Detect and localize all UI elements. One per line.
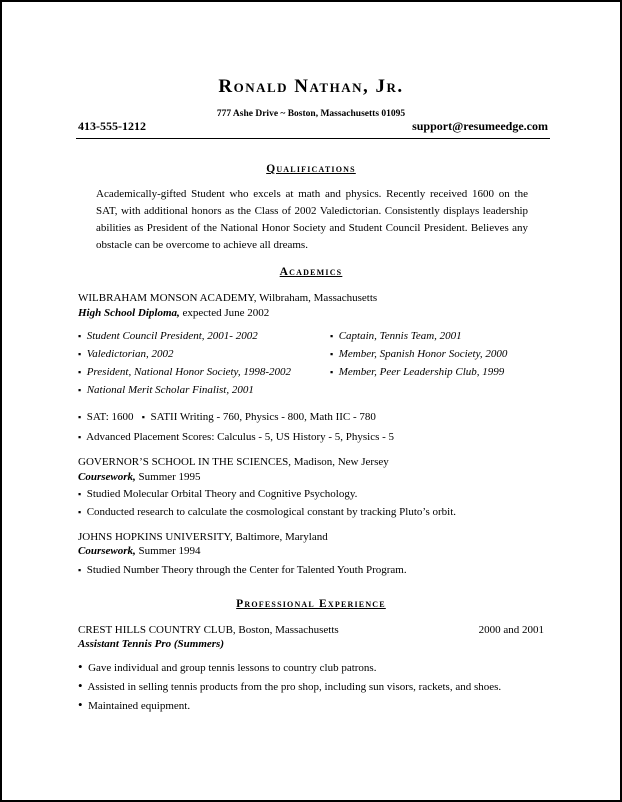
school-2-course-note: Summer 1995: [135, 471, 201, 483]
candidate-name: Ronald Nathan, Jr.: [218, 76, 404, 97]
coursework-text: Conducted research to calculate the cosmological constant by tracking Pluto’s orbit.: [86, 506, 457, 518]
school-2-course: Coursework,: [78, 471, 136, 483]
bullet-icon: ▪: [78, 489, 82, 499]
candidate-phone: 413-555-1212: [78, 119, 146, 133]
honor-text: Valedictorian, 2002: [86, 348, 174, 360]
bullet-icon: •: [78, 697, 83, 712]
school-2-course-line: [78, 471, 201, 483]
honor-text: National Merit Scholar Finalist, 2001: [86, 384, 254, 396]
coursework-text: Studied Molecular Orbital Theory and Cognitive Psychology.: [86, 488, 358, 500]
coursework-text: Studied Number Theory through the Center for Talented Youth Program.: [86, 564, 407, 576]
bullet-icon: ▪: [78, 565, 82, 575]
honor-text: Student Council President, 2001- 2002: [86, 330, 258, 342]
ap-scores: Advanced Placement Scores: Calculus - 5, US History - 5, Physics - 5: [86, 431, 395, 443]
experience-heading: Professional Experience: [236, 598, 386, 610]
job-title: Assistant Tennis Pro (Summers): [78, 638, 224, 650]
satii-scores: SATII Writing - 760, Physics - 800, Math IIC - 780: [150, 411, 376, 423]
honor-item: [78, 348, 173, 360]
qualifications-text: Academically-gifted Student who excels at math and physics. Recently received 1600 on the SAT, with additional honors as the Class of 2002 Valedictorian. Consistently displays leadership abilities as President of the National Honor Society and Student Council President. Believes any obstacle can be overcome to achieve all dreams.: [96, 188, 528, 251]
test-scores-line: [78, 411, 376, 423]
candidate-email: support@resumeedge.com: [412, 119, 548, 133]
bullet-icon: ▪: [330, 349, 334, 359]
bullet-icon: ▪: [78, 367, 82, 377]
bullet-icon: ▪: [330, 331, 334, 341]
employment-dates: 2000 and 2001: [478, 624, 544, 636]
bullet-icon: •: [78, 659, 83, 674]
school-1-degree-line: [78, 307, 269, 319]
academics-heading: Academics: [279, 266, 343, 278]
qualifications-heading: Qualifications: [266, 163, 356, 175]
coursework-item: [78, 488, 357, 500]
honor-item: [330, 348, 507, 360]
school-3-name: JOHNS HOPKINS UNIVERSITY, Baltimore, Maryland: [78, 531, 328, 543]
duty-item: [78, 680, 501, 693]
honor-item: [330, 330, 462, 342]
duty-item: [78, 661, 376, 674]
duty-text: Maintained equipment.: [88, 700, 191, 712]
honor-text: President, National Honor Society, 1998-2002: [86, 366, 291, 378]
bullet-icon: ▪: [78, 432, 82, 442]
coursework-item: [78, 506, 456, 518]
bullet-icon: ▪: [78, 349, 82, 359]
bullet-icon: ▪: [141, 412, 145, 422]
sat-score: SAT: 1600: [86, 411, 134, 423]
school-3-course-line: [78, 545, 201, 557]
honor-item: [78, 384, 254, 396]
honor-item: [330, 366, 504, 378]
honor-text: Captain, Tennis Team, 2001: [338, 330, 462, 342]
duty-text: Gave individual and group tennis lessons to country club patrons.: [88, 662, 377, 674]
honor-item: [78, 330, 258, 342]
bullet-icon: ▪: [78, 331, 82, 341]
honor-item: [78, 366, 291, 378]
school-3-course-note: Summer 1994: [135, 545, 201, 557]
bullet-icon: ▪: [78, 385, 82, 395]
candidate-address: 777 Ashe Drive ~ Boston, Massachusetts 01095: [216, 109, 406, 119]
bullet-icon: ▪: [78, 412, 82, 422]
duty-text: Assisted in selling tennis products from the pro shop, including sun visors, rackets, and shoes.: [87, 681, 502, 693]
bullet-icon: ▪: [78, 507, 82, 517]
ap-scores-line: [78, 431, 394, 443]
honor-text: Member, Peer Leadership Club, 1999: [338, 366, 505, 378]
employer-name: CREST HILLS COUNTRY CLUB, Boston, Massachusetts: [78, 624, 339, 636]
bullet-icon: •: [78, 678, 83, 693]
school-3-course: Coursework,: [78, 545, 136, 557]
school-1-degree: High School Diploma,: [78, 307, 180, 319]
school-1-name: WILBRAHAM MONSON ACADEMY, Wilbraham, Massachusetts: [78, 292, 378, 304]
school-2-name: GOVERNOR’S SCHOOL IN THE SCIENCES, Madison, New Jersey: [78, 456, 389, 468]
school-1-degree-note: expected June 2002: [179, 307, 270, 319]
bullet-icon: ▪: [330, 367, 334, 377]
header-divider: [76, 138, 550, 139]
duty-item: [78, 699, 190, 712]
coursework-item: [78, 564, 407, 576]
honor-text: Member, Spanish Honor Society, 2000: [338, 348, 508, 360]
